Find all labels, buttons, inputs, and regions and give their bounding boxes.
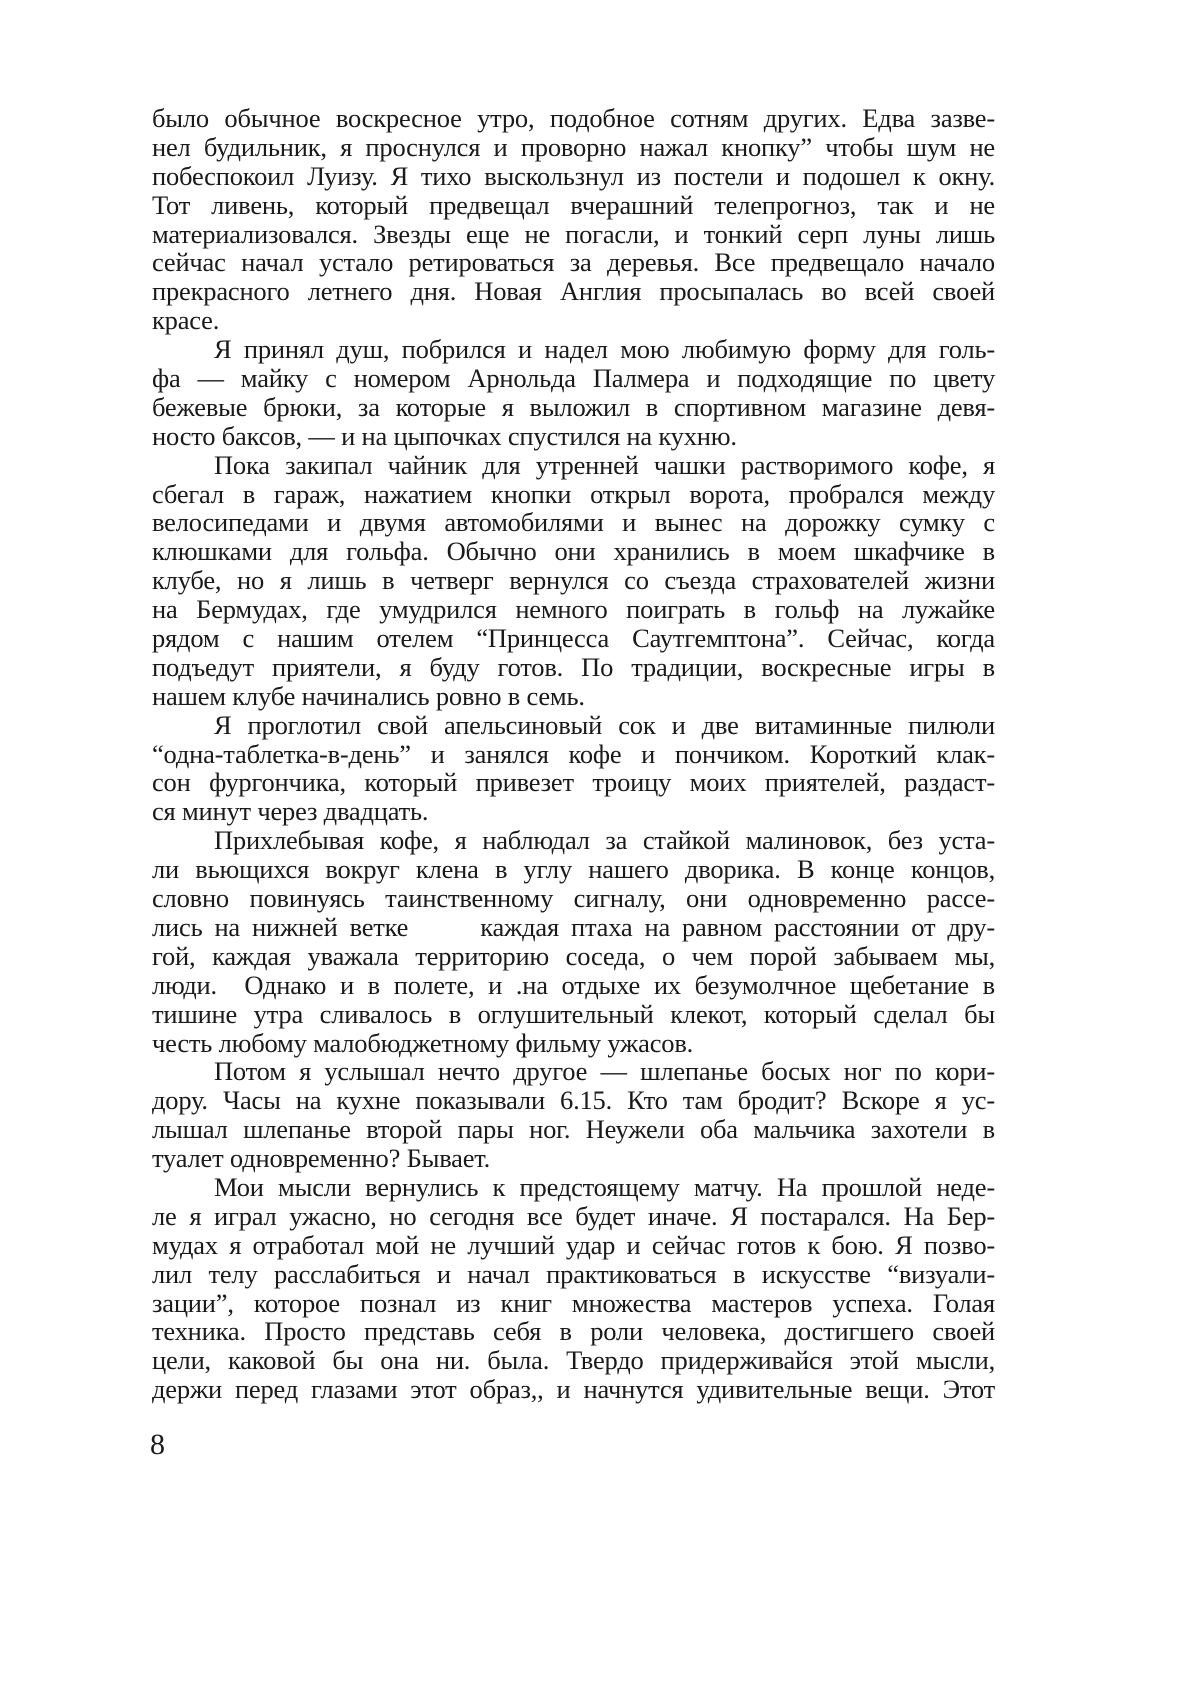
text-line: тишине утра сливалось в оглушительный клекот, который сделал бы (152, 1000, 995, 1029)
text-line: ся минут через двадцать. (152, 797, 995, 826)
text-line: рядом с нашим отелем “Принцесса Саутгемптона”. Сейчас, когда (152, 624, 995, 653)
text-line: ле я играл ужасно, но сегодня все будет иначе. Я постарался. На Бер- (152, 1202, 995, 1231)
page-body-text (152, 104, 995, 1404)
text-line: на Бермудах, где умудрился немного поиграть в гольф на лужайке (152, 595, 995, 624)
text-line: носто баксов, — и на цыпочках спустился на кухню. (152, 422, 995, 451)
text-line: цели, каковой бы она ни. была. Твердо придерживайся этой мысли, (152, 1346, 995, 1375)
text-line: материализовался. Звезды еще не погасли, и тонкий серп луны лишь (152, 220, 995, 249)
text-line: нашем клубе начинались ровно в семь. (152, 682, 995, 711)
text-line: мудах я отработал мой не лучший удар и сейчас готов к бою. Я позво- (152, 1231, 995, 1260)
text-line: подъедут приятели, я буду готов. По традиции, воскресные игры в (152, 653, 995, 682)
text-line: было обычное воскресное утро, подобное сотням других. Едва зазве- (152, 104, 995, 133)
text-line: дору. Часы на кухне показывали 6.15. Кто там бродит? Вскоре я ус- (152, 1086, 995, 1115)
text-line: Тот ливень, который предвещал вчерашний телепрогноз, так и не (152, 191, 995, 220)
text-line: бежевые брюки, за которые я выложил в спортивном магазине девя- (152, 393, 995, 422)
text-line: техника. Просто представь себя в роли человека, достигшего своей (152, 1317, 995, 1346)
text-line: клубе, но я лишь в четверг вернулся со съезда страхователей жизни (152, 566, 995, 595)
page-number: 8 (150, 1428, 165, 1462)
text-line: держи перед глазами этот образ,, и начнутся удивительные вещи. Этот (152, 1375, 995, 1404)
text-line: сбегал в гараж, нажатием кнопки открыл ворота, пробрался между (152, 480, 995, 509)
text-line: побеспокоил Луизу. Я тихо выскользнул из постели и подошел к окну. (152, 162, 995, 191)
text-line: Я принял душ, побрился и надел мою любимую форму для голь- (152, 335, 995, 364)
text-line: Прихлебывая кофе, я наблюдал за стайкой малиновок, без уста- (152, 826, 995, 855)
text-line: ли вьющихся вокруг клена в углу нашего дворика. В конце концов, (152, 855, 995, 884)
text-line: честь любому малобюджетному фильму ужасов. (152, 1029, 995, 1058)
text-line: красе. (152, 306, 995, 335)
text-line: клюшками для гольфа. Обычно они хранились в моем шкафчике в (152, 537, 995, 566)
text-line: Я проглотил свой апельсиновый сок и две витаминные пилюли (152, 711, 995, 740)
text-line: лил телу расслабиться и начал практиковаться в искусстве “визуали- (152, 1260, 995, 1289)
text-line: Потом я услышал нечто другое — шлепанье босых ног по кори- (152, 1057, 995, 1086)
text-line: велосипедами и двумя автомобилями и вынес на дорожку сумку с (152, 508, 995, 537)
text-line: туалет одновременно? Бывает. (152, 1144, 995, 1173)
text-line: словно повинуясь таинственному сигналу, они одновременно рассе- (152, 884, 995, 913)
text-line: гой, каждая уважала территорию соседа, о чем порой забываем мы, (152, 942, 995, 971)
text-line: “одна-таблетка-в-день” и занялся кофе и пончиком. Короткий клак- (152, 740, 995, 769)
text-line: прекрасного летнего дня. Новая Англия просыпалась во всей своей (152, 277, 995, 306)
text-line: сейчас начал устало ретироваться за деревья. Все предвещало начало (152, 248, 995, 277)
text-line: Пока закипал чайник для утренней чашки растворимого кофе, я (152, 451, 995, 480)
text-line: фа — майку с номером Арнольда Палмера и подходящие по цвету (152, 364, 995, 393)
text-line: лись на нижней ветке каждая птаха на равном расстоянии от дру- (152, 913, 995, 942)
text-line: Мои мысли вернулись к предстоящему матчу. На прошлой неде- (152, 1173, 995, 1202)
text-line: люди. Однако и в полете, и .на отдыхе их безумолчное щебетание в (152, 971, 995, 1000)
text-line: нел будильник, я проснулся и проворно нажал кнопку” чтобы шум не (152, 133, 995, 162)
text-line: лышал шлепанье второй пары ног. Неужели оба мальчика захотели в (152, 1115, 995, 1144)
text-line: зации”, которое познал из книг множества мастеров успеха. Голая (152, 1289, 995, 1318)
text-line: сон фургончика, который привезет троицу моих приятелей, раздаст- (152, 768, 995, 797)
